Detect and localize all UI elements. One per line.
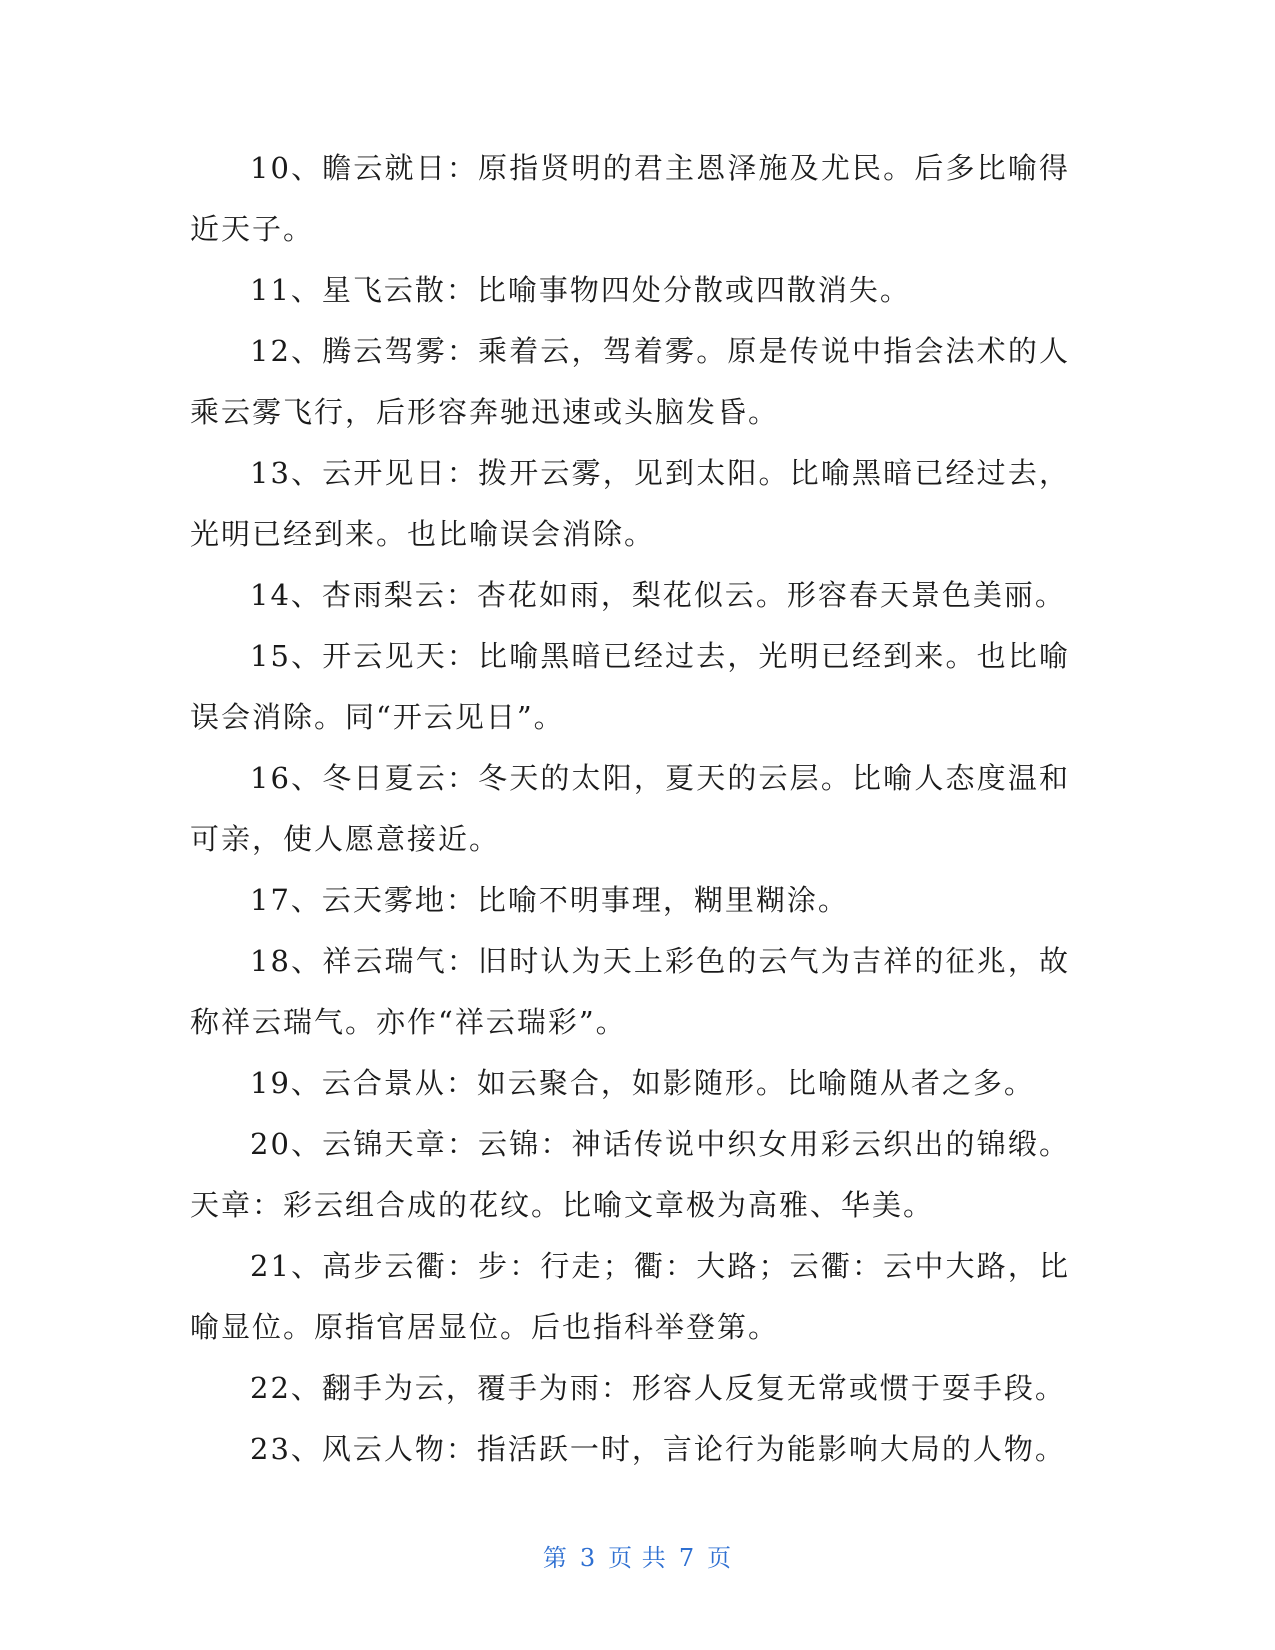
idiom-entry-20: 20、云锦天章：云锦：神话传说中织女用彩云织出的锦缎。天章：彩云组合成的花纹。比喻文章极为高雅、华美。 bbox=[190, 1127, 1070, 1222]
idiom-entry-21: 21、高步云衢：步：行走；衢：大路；云衢：云中大路，比喻显位。原指官居显位。后也指科举登第。 bbox=[190, 1249, 1070, 1344]
idiom-entry-16: 16、冬日夏云：冬天的太阳，夏天的云层。比喻人态度温和可亲，使人愿意接近。 bbox=[190, 761, 1070, 856]
page-number-current: 3 bbox=[579, 1544, 597, 1572]
idiom-entry-17: 17、云天雾地：比喻不明事理，糊里糊涂。 bbox=[250, 883, 849, 917]
idiom-entry-12: 12、腾云驾雾：乘着云，驾着雾。原是传说中指会法术的人乘云雾飞行，后形容奔驰迅速或头脑发昏。 bbox=[190, 334, 1070, 429]
idiom-entry-19: 19、云合景从：如云聚合，如影随形。比喻随从者之多。 bbox=[250, 1066, 1035, 1100]
idiom-entry-14: 14、杏雨梨云：杏花如雨，梨花似云。形容春天景色美丽。 bbox=[250, 578, 1066, 612]
document-body bbox=[190, 138, 1070, 1480]
idiom-entry-11: 11、星飞云散：比喻事物四处分散或四散消失。 bbox=[250, 273, 911, 307]
idiom-entry-22: 22、翻手为云，覆手为雨：形容人反复无常或惯于耍手段。 bbox=[250, 1371, 1066, 1405]
idiom-entry-10: 10、瞻云就日：原指贤明的君主恩泽施及尤民。后多比喻得近天子。 bbox=[190, 151, 1070, 246]
page-number-total: 7 bbox=[678, 1544, 696, 1572]
footer-suffix: 页 bbox=[707, 1544, 733, 1572]
idiom-entry-13: 13、云开见日：拨开云雾，见到太阳。比喻黑暗已经过去，光明已经到来。也比喻误会消除。 bbox=[190, 456, 1070, 551]
idiom-entry-15: 15、开云见天：比喻黑暗已经过去，光明已经到来。也比喻误会消除。同“开云见日”。 bbox=[190, 639, 1070, 734]
footer-mid: 页 共 bbox=[608, 1544, 667, 1572]
footer-prefix: 第 bbox=[542, 1544, 568, 1572]
page-footer bbox=[0, 1538, 1275, 1573]
idiom-entry-23: 23、风云人物：指活跃一时，言论行为能影响大局的人物。 bbox=[250, 1432, 1066, 1466]
idiom-entry-18: 18、祥云瑞气：旧时认为天上彩色的云气为吉祥的征兆，故称祥云瑞气。亦作“祥云瑞彩”。 bbox=[190, 944, 1070, 1039]
